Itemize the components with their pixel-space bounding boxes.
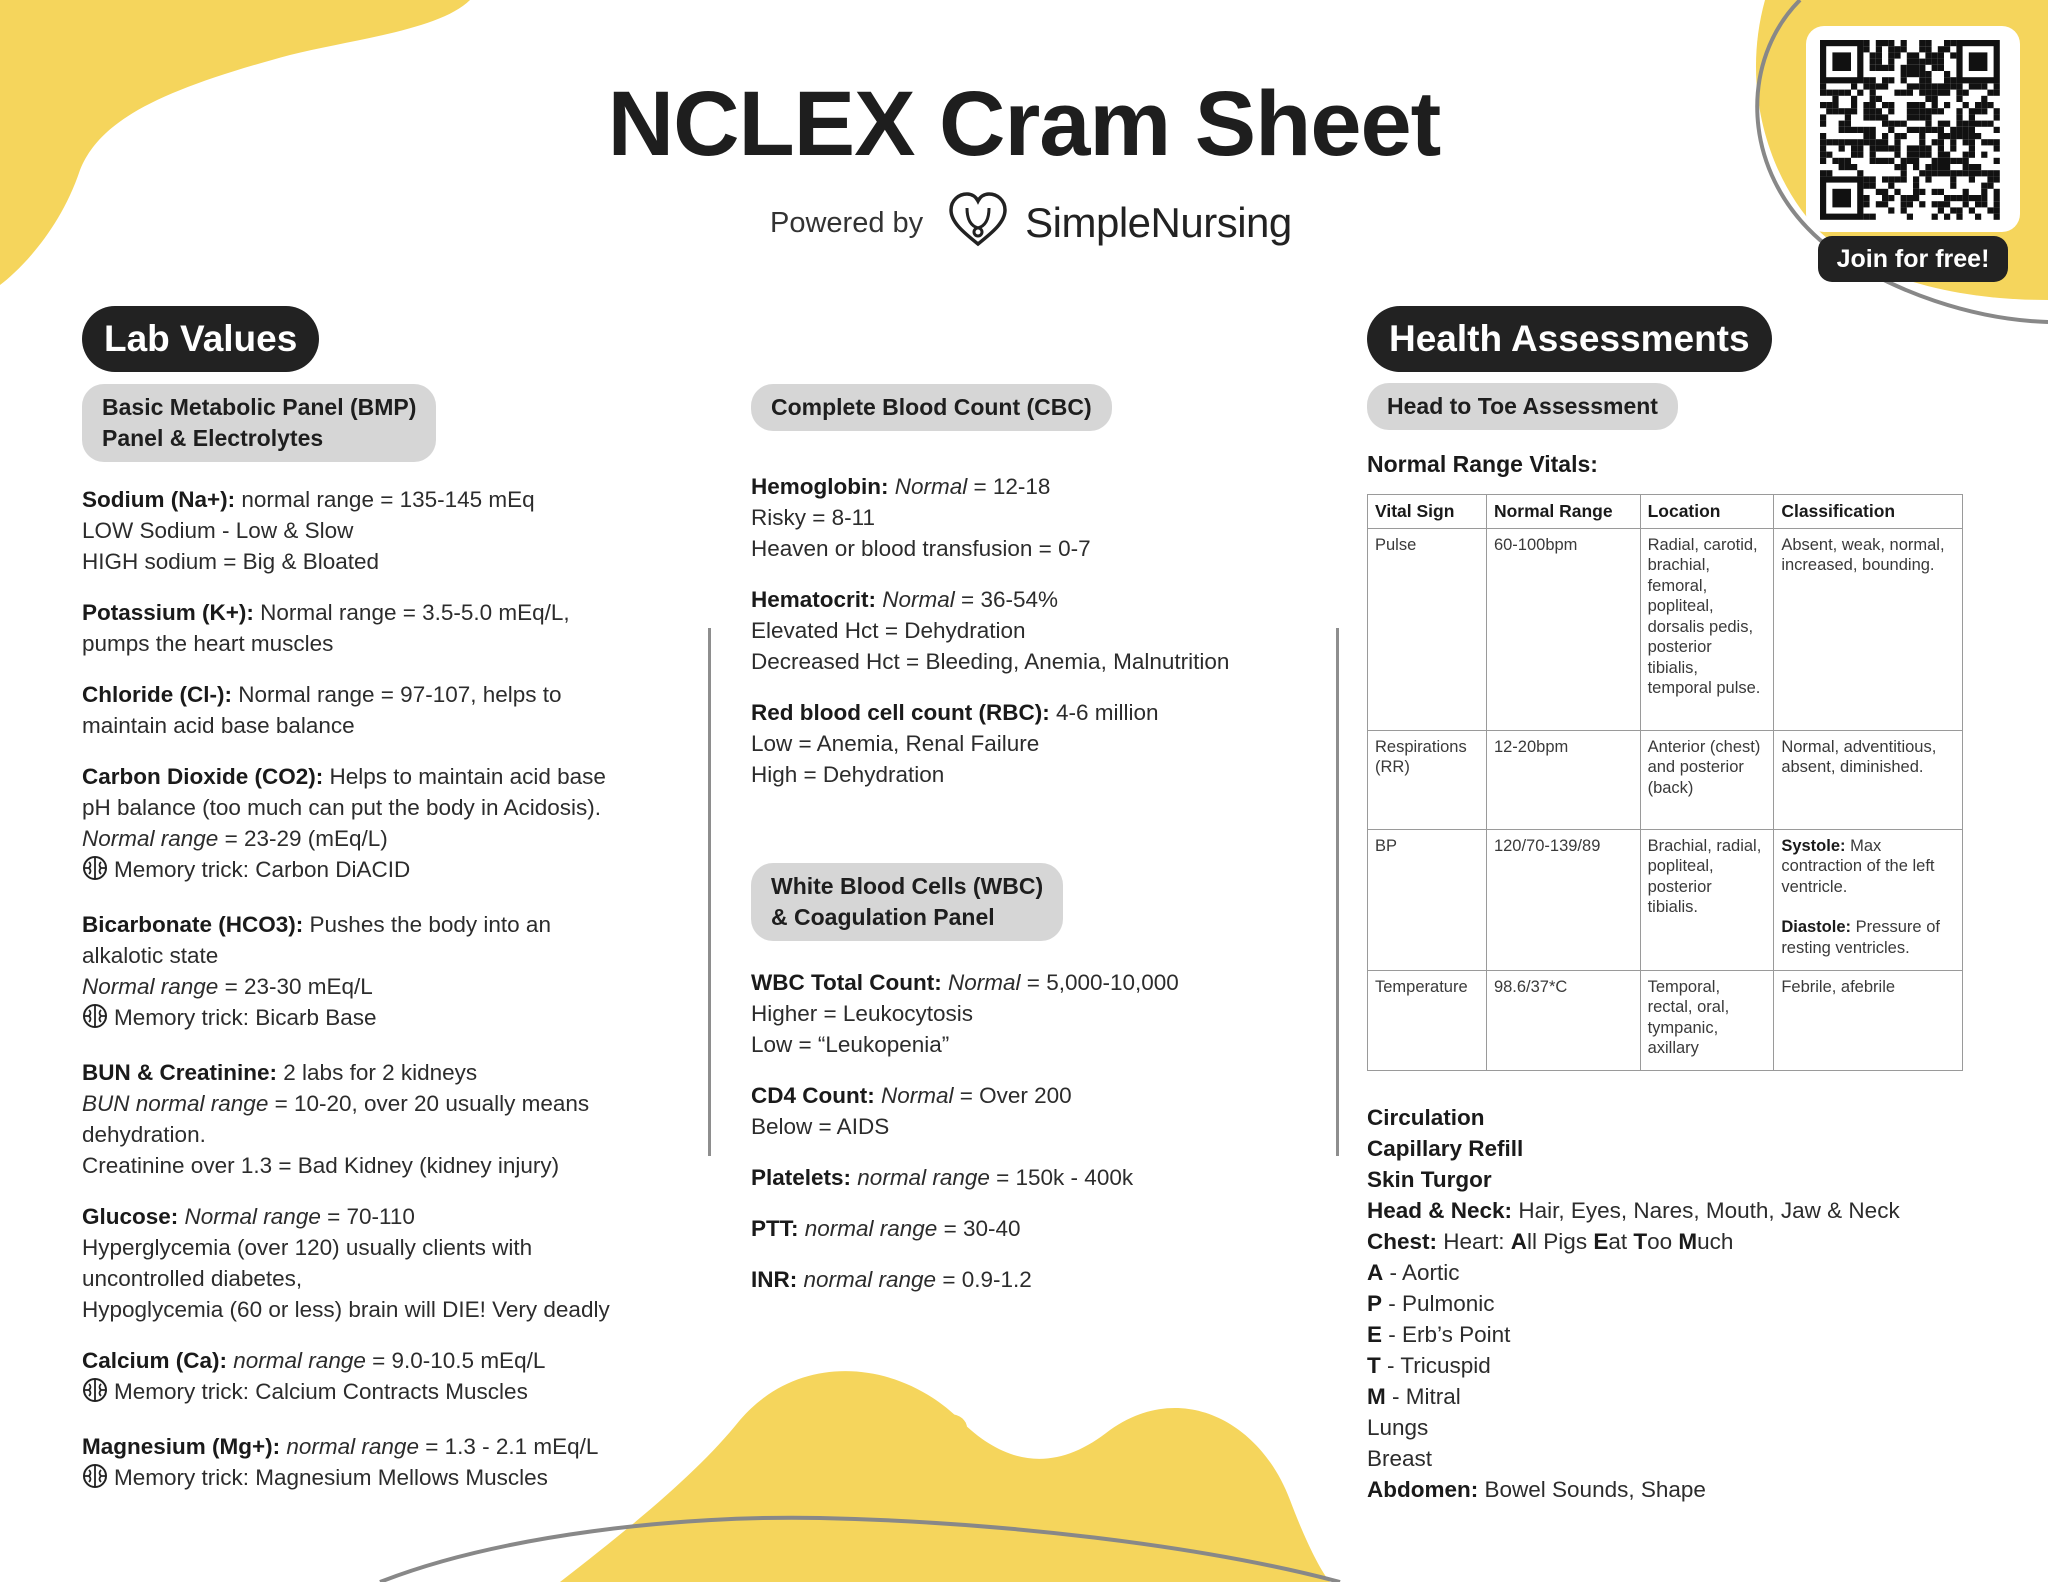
vital-sign-cell: Temperature	[1368, 970, 1487, 1070]
bottom-dot	[933, 1414, 967, 1442]
list-item: Abdomen: Bowel Sounds, Shape	[1367, 1477, 1706, 1502]
page-title: NCLEX Cram Sheet	[607, 73, 1441, 175]
list-item: Circulation	[1367, 1105, 1485, 1130]
vitals-table	[1367, 494, 1963, 1071]
qr-code	[1820, 40, 2006, 220]
brain-icon	[82, 1463, 108, 1497]
wbc-subheading-line2: & Coagulation Panel	[771, 904, 995, 930]
brain-icon	[82, 1377, 108, 1411]
list-item: Skin Turgor	[1367, 1167, 1492, 1192]
normal-range-cell: 98.6/37*C	[1486, 970, 1640, 1070]
brand-name: SimpleNursing	[1025, 199, 1292, 246]
magnesium-entry: Magnesium (Mg+): normal range = 1.3 - 2.1 mEq/L Memory trick: Magnesium Mellows Muscles	[82, 1431, 610, 1497]
brain-icon	[82, 1003, 108, 1037]
cd4-entry: CD4 Count: Normal = Over 200 Below = AIDS	[751, 1083, 1072, 1139]
classification-cell: Normal, adventitious, absent, diminished.	[1774, 730, 1963, 829]
table-header-row	[1368, 495, 1963, 529]
list-item: P - Pulmonic	[1367, 1291, 1495, 1316]
calcium-entry: Calcium (Ca): normal range = 9.0-10.5 mEq/L Memory trick: Calcium Contracts Muscles	[82, 1345, 610, 1411]
vital-sign-cell: BP	[1368, 829, 1487, 970]
list-item: Lungs	[1367, 1415, 1429, 1440]
platelets-entry: Platelets: normal range = 150k - 400k	[751, 1165, 1134, 1190]
powered-by	[770, 188, 1292, 258]
column-header: Location	[1640, 495, 1774, 529]
list-item: E - Erb’s Point	[1367, 1322, 1511, 1347]
classification-cell: Absent, weak, normal, increased, bounding.	[1774, 528, 1963, 730]
wbc-subheading	[751, 863, 1063, 941]
inr-entry: INR: normal range = 0.9-1.2	[751, 1267, 1032, 1292]
list-item: A - Aortic	[1367, 1260, 1460, 1285]
normal-range-cell: 60-100bpm	[1486, 528, 1640, 730]
location-cell: Radial, carotid, brachial, femoral, popliteal, dorsalis pedis, posterior tibialis, temporal pulse.	[1640, 528, 1774, 730]
chloride-entry: Chloride (Cl-): Normal range = 97-107, helps to maintain acid base balance	[82, 682, 562, 738]
wbc-total-entry: WBC Total Count: Normal = 5,000-10,000 Higher = Leukocytosis Low = “Leukopenia”	[751, 970, 1179, 1057]
normal-range-cell: 120/70-139/89	[1486, 829, 1640, 970]
vital-sign-cell: Respirations (RR)	[1368, 730, 1487, 829]
cbc-subheading: Complete Blood Count (CBC)	[751, 384, 1112, 431]
list-item: T - Tricuspid	[1367, 1353, 1491, 1378]
sodium-entry: Sodium (Na+): normal range = 135-145 mEq LOW Sodium - Low & Slow HIGH sodium = Big & Bloated	[82, 487, 535, 574]
vital-sign-cell: Pulse	[1368, 528, 1487, 730]
classification-cell: Systole: Max contraction of the left ventricle. Diastole: Pressure of resting ventricles.	[1774, 829, 1963, 970]
column-header: Classification	[1774, 495, 1963, 529]
join-for-free-button[interactable]: Join for free!	[1818, 236, 2008, 282]
location-cell: Temporal, rectal, oral, tympanic, axillary	[1640, 970, 1774, 1070]
qr-code-card[interactable]	[1806, 26, 2020, 232]
column-divider-right	[1336, 628, 1339, 1156]
bun-creatinine-entry: BUN & Creatinine: 2 labs for 2 kidneys BUN normal range = 10-20, over 20 usually means dehydration. Creatinine over 1.3 = Bad Kidney (kidney injury)	[82, 1060, 590, 1178]
table-row	[1368, 528, 1963, 730]
classification-cell: Febrile, afebrile	[1774, 970, 1963, 1070]
brain-icon	[82, 855, 108, 889]
rbc-entry: Red blood cell count (RBC): 4-6 million Low = Anemia, Renal Failure High = Dehydration	[751, 700, 1159, 787]
bicarbonate-entry: Bicarbonate (HCO3): Pushes the body into an alkalotic state Normal range = 23-30 mEq/L Memory trick: Bicarb Base	[82, 909, 610, 1037]
ptt-entry: PTT: normal range = 30-40	[751, 1216, 1021, 1241]
table-row	[1368, 730, 1963, 829]
list-item: Capillary Refill	[1367, 1136, 1524, 1161]
list-item: Head & Neck: Hair, Eyes, Nares, Mouth, Jaw & Neck	[1367, 1198, 1900, 1223]
wbc-subheading-line1: White Blood Cells (WBC)	[771, 873, 1044, 899]
powered-by-label: Powered by	[770, 206, 924, 239]
list-item: M - Mitral	[1367, 1384, 1461, 1409]
health-assessments-heading: Health Assessments	[1367, 306, 1772, 372]
bmp-subheading-line1: Basic Metabolic Panel (BMP)	[102, 394, 417, 420]
location-cell: Brachial, radial, popliteal, posterior tibialis.	[1640, 829, 1774, 970]
table-row	[1368, 829, 1963, 970]
list-item: Breast	[1367, 1446, 1433, 1471]
bottom-blob	[560, 1371, 1330, 1582]
hematocrit-entry: Hematocrit: Normal = 36-54% Elevated Hct = Dehydration Decreased Hct = Bleeding, Anemia, Malnutrition	[751, 587, 1230, 674]
column-divider-left	[708, 628, 711, 1156]
head-to-toe-list	[1367, 1102, 1900, 1505]
lab-values-list	[82, 484, 610, 1517]
column-header: Vital Sign	[1368, 495, 1487, 529]
bmp-subheading	[82, 384, 436, 462]
bmp-subheading-line2: Panel & Electrolytes	[102, 425, 324, 451]
lab-values-heading: Lab Values	[82, 306, 319, 372]
vitals-title: Normal Range Vitals:	[1367, 451, 1598, 477]
column-header: Normal Range	[1486, 495, 1640, 529]
table-row	[1368, 970, 1963, 1070]
co2-entry: Carbon Dioxide (CO2): Helps to maintain acid base pH balance (too much can put the body in Acidosis). Normal range = 23-29 (mEq/L) Memory trick: Carbon DiACID	[82, 761, 610, 889]
hemoglobin-entry: Hemoglobin: Normal = 12-18 Risky = 8-11 Heaven or blood transfusion = 0-7	[751, 474, 1091, 561]
location-cell: Anterior (chest) and posterior (back)	[1640, 730, 1774, 829]
potassium-entry: Potassium (K+): Normal range = 3.5-5.0 mEq/L, pumps the heart muscles	[82, 600, 570, 656]
glucose-entry: Glucose: Normal range = 70-110 Hyperglycemia (over 120) usually clients with uncontrolled diabetes, Hypoglycemia (60 or less) brain will DIE! Very deadly	[82, 1204, 610, 1322]
cbc-list	[751, 471, 1229, 810]
list-item: Chest: Heart: All Pigs Eat Too Much	[1367, 1229, 1734, 1254]
normal-range-cell: 12-20bpm	[1486, 730, 1640, 829]
wbc-list	[751, 967, 1179, 1315]
head-to-toe-subheading: Head to Toe Assessment	[1367, 383, 1678, 430]
stethoscope-heart-icon	[943, 186, 1013, 261]
